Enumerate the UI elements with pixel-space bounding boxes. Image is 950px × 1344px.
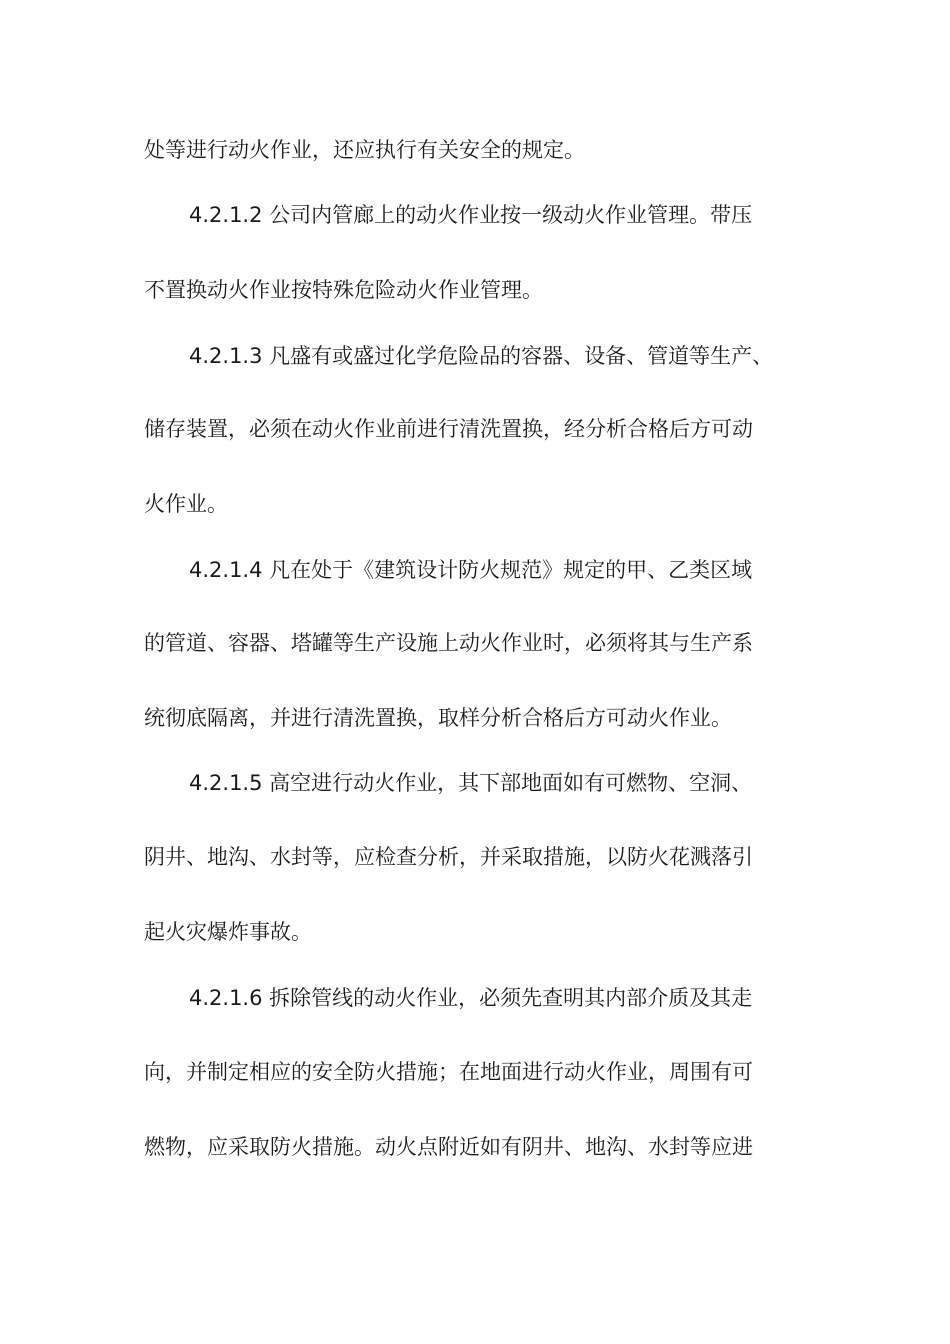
text-line: 统彻底隔离，并进行清洗置换，取样分析合格后方可动火作业。 [144, 706, 732, 730]
text-line-clause-4-2-1-3: 4.2.1.3 凡盛有或盛过化学危险品的容器、设备、管道等生产、 [189, 344, 774, 368]
text-line-clause-4-2-1-5: 4.2.1.5 高空进行动火作业，其下部地面如有可燃物、空洞、 [189, 771, 753, 795]
text-line-clause-4-2-1-2: 4.2.1.2 公司内管廊上的动火作业按一级动火作业管理。带压 [189, 203, 753, 227]
text-line-clause-4-2-1-4: 4.2.1.4 凡在处于《建筑设计防火规范》规定的甲、乙类区域 [189, 558, 753, 582]
text-line: 阴井、地沟、水封等，应检查分析，并采取措施，以防火花溅落引 [144, 845, 753, 869]
text-line: 不置换动火作业按特殊危险动火作业管理。 [144, 278, 543, 302]
text-line: 燃物，应采取防火措施。动火点附近如有阴井、地沟、水封等应进 [144, 1135, 753, 1159]
text-line-clause-4-2-1-6: 4.2.1.6 拆除管线的动火作业，必须先查明其内部介质及其走 [189, 986, 753, 1010]
text-line: 向，并制定相应的安全防火措施；在地面进行动火作业，周围有可 [144, 1060, 753, 1084]
text-line: 处等进行动火作业，还应执行有关安全的规定。 [144, 138, 585, 162]
text-line: 起火灾爆炸事故。 [144, 920, 312, 944]
text-line: 火作业。 [144, 492, 228, 516]
text-line: 的管道、容器、塔罐等生产设施上动火作业时，必须将其与生产系 [144, 631, 753, 655]
text-line: 储存装置，必须在动火作业前进行清洗置换，经分析合格后方可动 [144, 417, 753, 441]
